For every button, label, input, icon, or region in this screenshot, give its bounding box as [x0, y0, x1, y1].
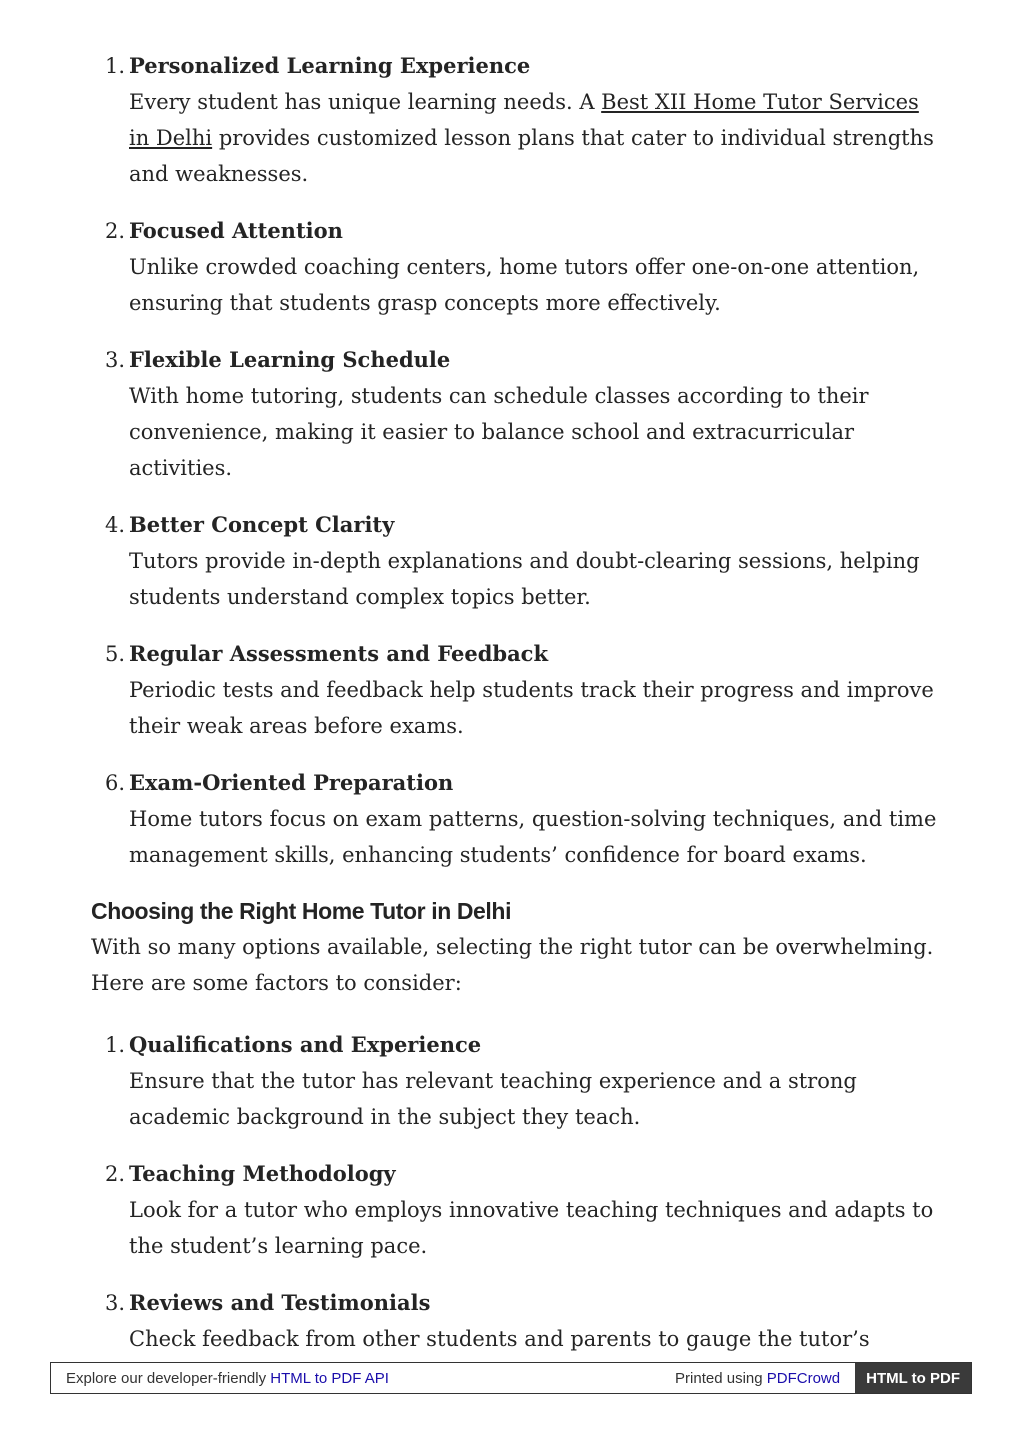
item-body: Ensure that the tutor has relevant teaching experience and a strong academic background in the subject they teach.: [129, 1069, 857, 1129]
item-body: Check feedback from other students and parents to gauge the tutor’s: [129, 1327, 870, 1351]
pdfcrowd-link[interactable]: PDFCrowd: [766, 1369, 841, 1387]
pdfcrowd-footer: [50, 1362, 972, 1394]
item-body: With home tutoring, students can schedule classes according to their convenience, making it easier to balance school and extracurricular activities.: [129, 384, 869, 480]
list-number: 4.: [104, 513, 125, 537]
item-body: Tutors provide in-depth explanations and doubt-clearing sessions, helping students understand complex topics better.: [129, 549, 920, 609]
list-number: 5.: [104, 642, 125, 666]
list-item: [91, 765, 941, 873]
item-text: provides customized lesson plans that cater to individual strengths and weaknesses.: [129, 126, 934, 186]
list-item: [91, 342, 941, 486]
list-number: 2.: [104, 219, 125, 243]
html-to-pdf-api-link[interactable]: HTML to PDF API: [270, 1369, 389, 1387]
tutor-services-link[interactable]: Best XII Home Tutor Services in Delhi: [129, 90, 919, 150]
item-body: Home tutors focus on exam patterns, question-solving techniques, and time management skills, enhancing students’ confidence for board exams.: [129, 807, 937, 867]
list-item: [91, 1027, 941, 1135]
footer-text: Explore our developer-friendly: [66, 1369, 271, 1387]
section-intro: With so many options available, selecting the right tutor can be overwhelming. Here are some factors to consider:: [91, 935, 934, 995]
item-title: Flexible Learning Schedule: [129, 347, 451, 372]
item-title: Qualifications and Experience: [129, 1032, 482, 1057]
list-item: [91, 213, 941, 321]
list-item: [91, 507, 941, 615]
item-title: Exam-Oriented Preparation: [129, 770, 454, 795]
item-title: Better Concept Clarity: [129, 512, 395, 537]
footer-text: Printed using: [675, 1369, 767, 1387]
list-item: [91, 48, 941, 192]
item-body: [129, 84, 941, 192]
list-item: [91, 636, 941, 744]
list-number: 6.: [104, 771, 125, 795]
item-title: Teaching Methodology: [129, 1161, 396, 1186]
document-content: [91, 48, 941, 1357]
item-body: Unlike crowded coaching centers, home tutors offer one-on-one attention, ensuring that students grasp concepts more effectively.: [129, 255, 920, 315]
list-number: 3.: [104, 348, 125, 372]
item-text: Every student has unique learning needs. A: [129, 90, 602, 114]
html-to-pdf-badge[interactable]: HTML to PDF: [855, 1363, 971, 1393]
footer-left: [51, 1370, 675, 1387]
benefits-list: [91, 48, 941, 873]
list-number: 1.: [104, 54, 125, 78]
list-item: [91, 1285, 941, 1357]
item-body: Look for a tutor who employs innovative teaching techniques and adapts to the student’s learning pace.: [129, 1198, 934, 1258]
list-number: 1.: [104, 1033, 125, 1057]
item-title: Reviews and Testimonials: [129, 1290, 431, 1315]
list-item: [91, 1156, 941, 1264]
item-title: Regular Assessments and Feedback: [129, 641, 549, 666]
item-title: Personalized Learning Experience: [129, 53, 531, 78]
factors-list: [91, 1027, 941, 1357]
footer-right: [675, 1370, 855, 1387]
item-title: Focused Attention: [129, 218, 343, 243]
list-number: 2.: [104, 1162, 125, 1186]
item-body: Periodic tests and feedback help students track their progress and improve their weak areas before exams.: [129, 678, 934, 738]
list-number: 3.: [104, 1291, 125, 1315]
section-heading: Choosing the Right Home Tutor in Delhi: [91, 898, 512, 924]
